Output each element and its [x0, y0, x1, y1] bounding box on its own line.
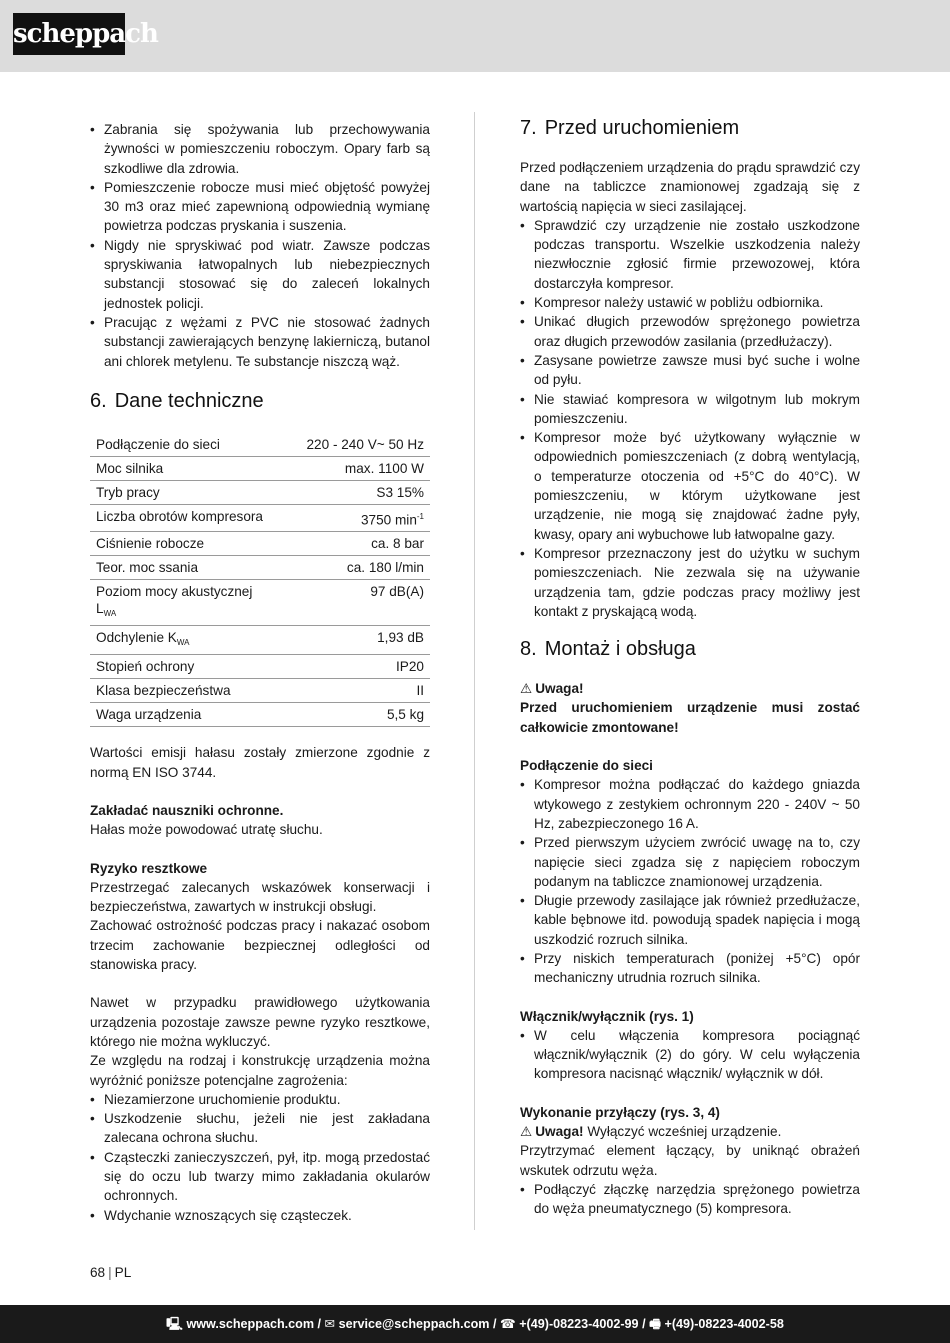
- section-7-intro: Przed podłączeniem urządzenia do prądu sprawdzić czy dane na tabliczce znamionowej zgadzają się z wartością napięcia w sieci zasilającej.: [520, 160, 860, 214]
- section-6-heading: [90, 389, 430, 413]
- section-8-heading: [520, 637, 860, 661]
- value-text: 3750 min: [360, 512, 417, 528]
- connect-text: Przytrzymać element łączący, by uniknąć obrażeń wskutek odrzutu węża.: [520, 1143, 860, 1178]
- list-item: • Cząsteczki zanieczyszczeń, pył, itp. mogą przedostać się do oczu lub twarzy mimo zakładania okularów ochronnych.: [90, 1148, 430, 1206]
- value-superscript: -1: [416, 511, 424, 521]
- connect-heading: Wykonanie przyłączy (rys. 3, 4): [520, 1104, 720, 1120]
- table-label: Waga urządzenia: [90, 703, 272, 727]
- section-title: Przed uruchomieniem: [544, 117, 740, 139]
- ear-protection-heading: Zakładać nauszniki ochronne.: [90, 802, 284, 818]
- list-item: • Kompresor może być użytkowany wyłącznie w odpowiednich pomieszczeniach (z dobrą wentylacją, o temperaturze otoczenia od +5°C do 40°C). W pomieszczeniu, w którym użytkowane jest urządzenie, nie mogą się znajdować żadne pyły, kwasy, opary ani wybuchowe lub łatwopalne gazy.: [520, 428, 860, 544]
- table-value: 97 dB(A): [272, 580, 430, 626]
- label-subscript: WA: [103, 609, 117, 619]
- switch-heading: Włącznik/wyłącznik (rys. 1): [520, 1008, 694, 1024]
- table-row: [90, 480, 430, 504]
- list-item: • Kompresor należy ustawić w pobliżu odbiornika.: [520, 293, 860, 312]
- mains-bullet-list: [520, 775, 860, 987]
- table-row: [90, 655, 430, 679]
- footer-separator: /: [642, 1317, 650, 1331]
- section-7-heading: [520, 116, 860, 140]
- table-row: [90, 532, 430, 556]
- list-item: • Pracując z wężami z PVC nie stosować żadnych substancji zawierających benzynę lakierniczą, butanol ani chlorek metylenu. Te substancje niszczą wąż.: [90, 313, 430, 371]
- table-value: 5,5 kg: [272, 703, 430, 727]
- intro-bullet-list: [90, 120, 430, 371]
- warning-triangle-icon: ⚠: [520, 1124, 533, 1140]
- table-row: [90, 626, 430, 655]
- residual-risk-text: Ze względu na rodzaj i konstrukcję urządzenia można wyróżnić poniższe potencjalne zagrożenia:: [90, 1053, 430, 1088]
- section-title: Dane techniczne: [114, 389, 264, 412]
- connect-warning: [520, 1122, 860, 1141]
- list-item: • Długie przewody zasilające jak również przedłużacze, kable bębnowe itd. powodują spadek napięcia i mogą uszkodzić rozruch silnika.: [520, 891, 860, 949]
- page-separator: |: [108, 1265, 112, 1280]
- page-language: PL: [114, 1265, 132, 1280]
- list-item: • Pomieszczenie robocze musi mieć objętość powyżej 30 m3 oraz mieć zapewnioną odpowiednią wymianę powietrza podczas pryskania i suszenia.: [90, 178, 430, 236]
- residual-risk-text: Zachować ostrożność podczas pracy i nakazać osobom trzecim zachowanie bezpiecznej odległości od stanowiska pracy.: [90, 918, 430, 973]
- list-item: • Nigdy nie spryskiwać pod wiatr. Zawsze podczas spryskiwania łatwopalnych lub niebezpiecznych substancji stosować się do zaleceń lokalnych jednostek policji.: [90, 236, 430, 313]
- right-column: [520, 116, 860, 1219]
- section-number: 8.: [520, 638, 537, 661]
- label-text: Odchylenie K: [96, 630, 177, 646]
- table-label: Tryb pracy: [90, 480, 272, 504]
- table-value: 1,93 dB: [272, 626, 430, 655]
- warning-label-text: Uwaga!: [535, 681, 584, 697]
- residual-risk-heading: Ryzyko resztkowe: [90, 860, 208, 876]
- connect-warning-label: Uwaga!: [535, 1124, 584, 1140]
- mains-heading: Podłączenie do sieci: [520, 758, 653, 774]
- switch-bullet-list: [520, 1026, 860, 1084]
- computer-icon: 🖳: [166, 1317, 183, 1331]
- list-item: • Kompresor można podłączać do każdego gniazda wtykowego z zestykiem ochronnym 220 - 240V ~ 50 Hz, zabezpieczonego 16 A.: [520, 775, 860, 833]
- connect-warning-text: Wyłączyć wcześniej urządzenie.: [587, 1124, 782, 1140]
- table-row: [90, 433, 430, 457]
- label-text: Poziom mocy akustycznej L: [96, 584, 253, 617]
- email-icon: ✉: [324, 1317, 336, 1331]
- fax-icon: 🖷: [649, 1317, 661, 1331]
- list-item: • Kompresor przeznaczony jest do użytku w suchym pomieszczeniach. Nie zezwala się na używanie urządzenia tam, gdzie podczas pracy możliwy jest kontakt z pryskającą wodą.: [520, 544, 860, 621]
- section-7-bullet-list: [520, 216, 860, 621]
- list-item: • Zabrania się spożywania lub przechowywania żywności w pomieszczeniu roboczym. Opary farb są szkodliwe dla zdrowia.: [90, 120, 430, 178]
- warning-text: Przed uruchomieniem urządzenie musi zostać całkowicie zmontowane!: [520, 700, 860, 735]
- list-item: • Wdychanie wznoszących się cząsteczek.: [90, 1206, 430, 1225]
- noise-text: Wartości emisji hałasu zostały zmierzone zgodnie z normą EN ISO 3744.: [90, 745, 430, 780]
- list-item: • Uszkodzenie słuchu, jeżeli nie jest zakładana zalecana ochrona słuchu.: [90, 1109, 430, 1148]
- table-row: [90, 580, 430, 626]
- table-label: [90, 626, 272, 655]
- connect-bullet-list: [520, 1180, 860, 1219]
- table-label: Klasa bezpieczeństwa: [90, 679, 272, 703]
- footer-separator: /: [493, 1317, 500, 1331]
- table-value: [272, 504, 430, 532]
- header-band: [0, 0, 950, 72]
- table-value: ca. 8 bar: [272, 532, 430, 556]
- footer-separator: /: [317, 1317, 325, 1331]
- table-label: [90, 580, 272, 626]
- section-title: Montaż i obsługa: [544, 638, 696, 661]
- phone-icon: ☎: [500, 1317, 516, 1331]
- list-item: • Podłączyć złączkę narzędzia sprężonego powietrza do węża pneumatycznego (5) kompresora.: [520, 1180, 860, 1219]
- residual-risk-text: Nawet w przypadku prawidłowego użytkowania urządzenia pozostaje zawsze pewne ryzyko resztkowe, którego nie można wykluczyć.: [90, 995, 430, 1049]
- list-item: • Niezamierzone uruchomienie produktu.: [90, 1090, 430, 1109]
- table-label: Ciśnienie robocze: [90, 532, 272, 556]
- table-label: Stopień ochrony: [90, 655, 272, 679]
- table-label: Liczba obrotów kompresora: [90, 504, 272, 532]
- label-subscript: WA: [176, 638, 190, 648]
- list-item: • W celu włączenia kompresora pociągnąć włącznik/wyłącznik (2) do góry. W celu wyłączenia kompresora nacisnąć włącznik/ wyłącznik w dół.: [520, 1026, 860, 1084]
- residual-risk-text: Przestrzegać zalecanych wskazówek konserwacji i bezpieczeństwa, zawartych w instrukcji obsługi.: [90, 879, 430, 915]
- section-number: 6.: [90, 389, 107, 412]
- table-value: 220 - 240 V~ 50 Hz: [272, 433, 430, 457]
- page-number: [90, 1264, 131, 1282]
- table-label: Podłączenie do sieci: [90, 433, 272, 457]
- footer-phone: +(49)-08223-4002-99: [519, 1317, 639, 1331]
- table-value: II: [272, 679, 430, 703]
- footer-email-link[interactable]: service@scheppach.com: [338, 1317, 490, 1331]
- table-row: [90, 556, 430, 580]
- list-item: • Nie stawiać kompresora w wilgotnym lub mokrym pomieszczeniu.: [520, 390, 860, 429]
- list-item: • Przed pierwszym użyciem zwrócić uwagę na to, czy napięcie sieci zgadza się z napięciem roboczym podanym na tabliczce znamionowej urządzenia.: [520, 833, 860, 891]
- table-row: [90, 679, 430, 703]
- list-item: • Unikać długich przewodów sprężonego powietrza oraz długich przewodów zasilania (przedłużaczy).: [520, 312, 860, 351]
- scheppach-logo: scheppach: [13, 13, 125, 55]
- tech-data-table: [90, 433, 430, 728]
- table-label: Teor. moc ssania: [90, 556, 272, 580]
- list-item: • Przy niskich temperaturach (poniżej +5°C) opór mechaniczny utrudnia rozruch silnika.: [520, 949, 860, 988]
- table-value: S3 15%: [272, 480, 430, 504]
- list-item: • Zasysane powietrze zawsze musi być suche i wolne od pyłu.: [520, 351, 860, 390]
- footer-contact-bar: [0, 1305, 950, 1343]
- list-item: • Sprawdzić czy urządzenie nie zostało uszkodzone podczas transportu. Wszelkie uszkodzenia należy niezwłocznie zgłosić firmie przewozowej, która dostarczyła kompresor.: [520, 216, 860, 293]
- page-number-value: 68: [90, 1265, 106, 1280]
- table-row: [90, 504, 430, 532]
- table-value: ca. 180 l/min: [272, 556, 430, 580]
- column-divider: [474, 112, 475, 1230]
- table-label: Moc silnika: [90, 456, 272, 480]
- ear-protection-text: Hałas może powodować utratę słuchu.: [90, 822, 323, 838]
- table-value: max. 1100 W: [272, 456, 430, 480]
- warning-triangle-icon: ⚠: [520, 681, 533, 697]
- footer-web-link[interactable]: www.scheppach.com: [186, 1317, 315, 1331]
- footer-fax: +(49)-08223-4002-58: [664, 1317, 784, 1331]
- table-row: [90, 703, 430, 727]
- table-value: IP20: [272, 655, 430, 679]
- warning-label: [520, 679, 860, 698]
- table-row: [90, 456, 430, 480]
- section-number: 7.: [520, 117, 537, 139]
- left-column: [90, 120, 430, 1225]
- risk-bullet-list: [90, 1090, 430, 1225]
